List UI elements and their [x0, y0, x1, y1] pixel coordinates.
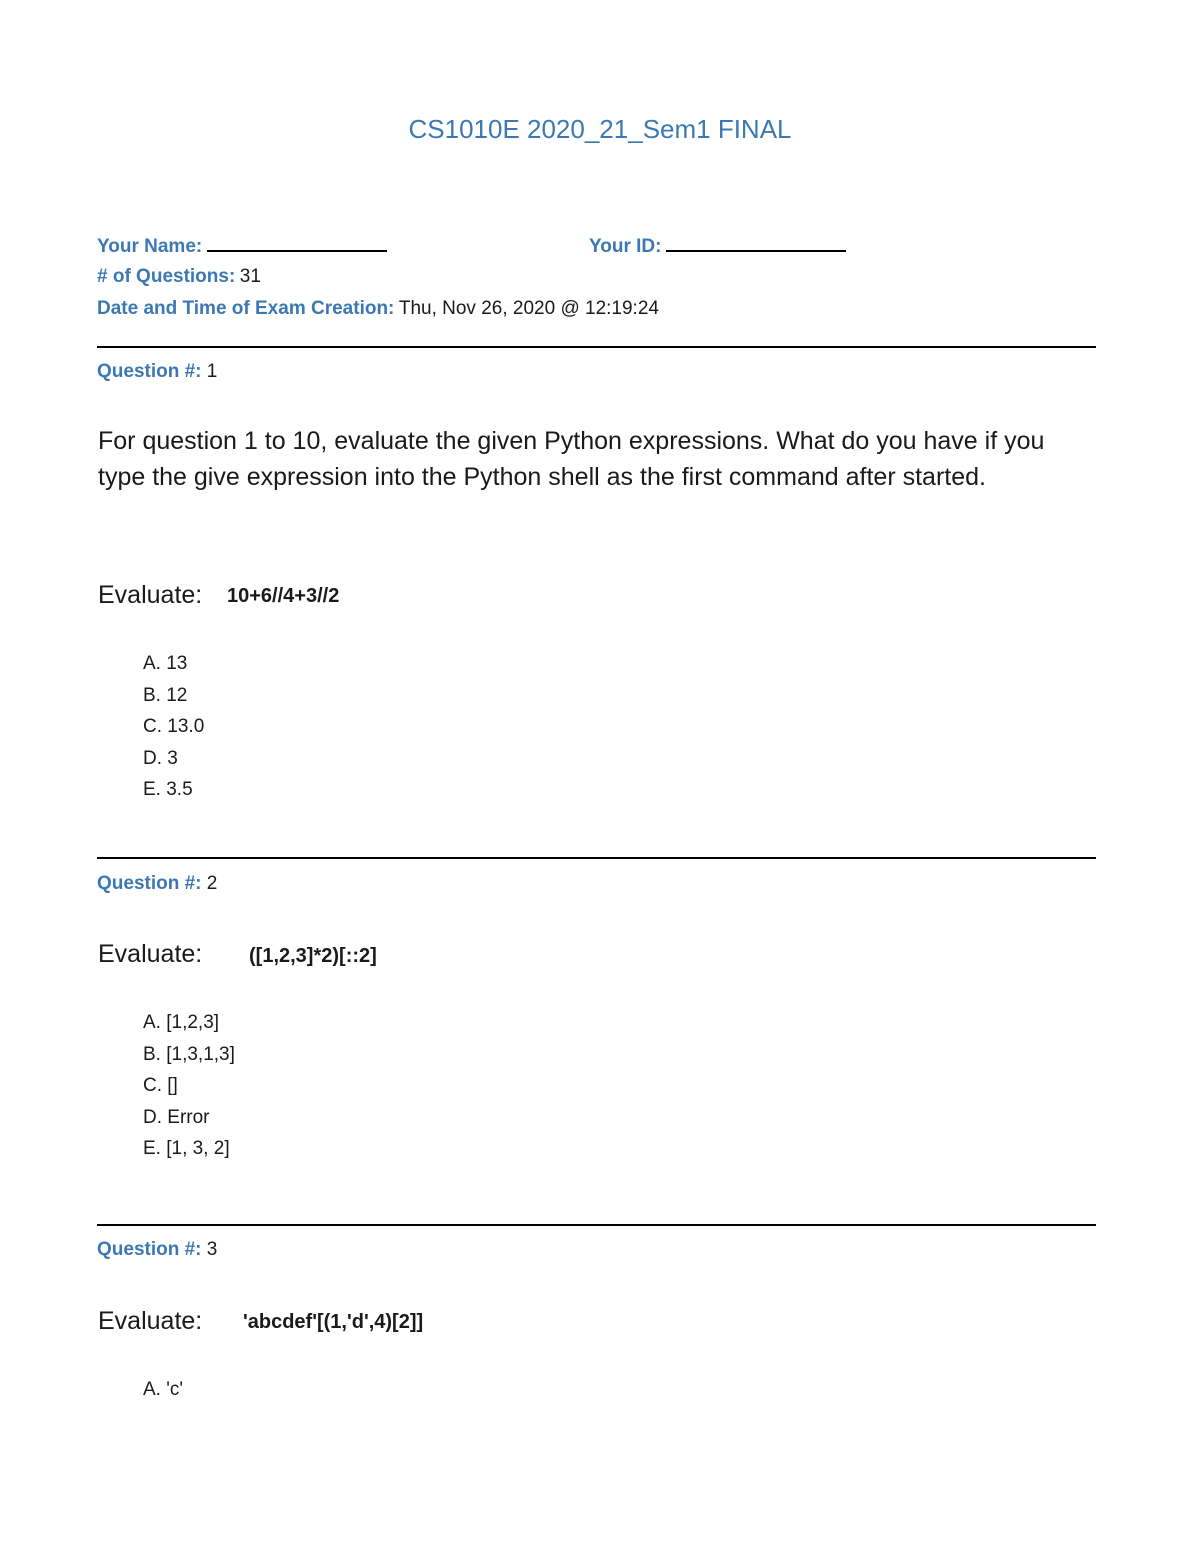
questions-count-value: 31 — [239, 266, 261, 287]
answer-choices — [143, 1374, 183, 1406]
question-label: Question #: — [97, 361, 202, 382]
choice-b[interactable]: B. [1,3,1,3] — [143, 1043, 235, 1065]
id-blank[interactable] — [666, 234, 846, 252]
choice-c[interactable]: C. 13.0 — [143, 716, 205, 737]
evaluate-label: Evaluate: — [98, 1307, 203, 1335]
answer-choices — [143, 648, 204, 806]
divider — [97, 1224, 1096, 1226]
question-number-value: 3 — [206, 1239, 218, 1260]
creation-date-value: Thu, Nov 26, 2020 @ 12:19:24 — [398, 298, 659, 319]
question-number-value: 1 — [206, 361, 218, 382]
questions-count — [97, 266, 261, 288]
question-label: Question #: — [97, 1239, 202, 1260]
answer-choices — [143, 1007, 235, 1165]
creation-date-label: Date and Time of Exam Creation: — [97, 298, 395, 319]
question-number — [97, 361, 217, 383]
choice-d[interactable]: D. 3 — [143, 747, 178, 769]
question-number — [97, 1239, 217, 1261]
choice-d[interactable]: D. Error — [143, 1106, 210, 1128]
choice-a[interactable]: A. [1,2,3] — [143, 1012, 220, 1033]
expression: ([1,2,3]*2)[::2] — [249, 945, 377, 967]
id-field — [589, 234, 846, 258]
question-label: Question #: — [97, 873, 202, 894]
creation-date — [97, 298, 659, 320]
choice-a[interactable]: A. 13 — [143, 653, 188, 674]
id-label: Your ID: — [589, 236, 662, 257]
choice-e[interactable]: E. 3.5 — [143, 779, 193, 800]
expression: 10+6//4+3//2 — [227, 585, 340, 607]
expression: 'abcdef'[(1,'d',4)[2]] — [243, 1311, 424, 1333]
name-label: Your Name: — [97, 236, 203, 257]
evaluate-label: Evaluate: — [98, 581, 203, 609]
choice-c[interactable]: C. [] — [143, 1075, 178, 1096]
choice-b[interactable]: B. 12 — [143, 684, 188, 706]
choice-e[interactable]: E. [1, 3, 2] — [143, 1138, 230, 1159]
evaluate-label: Evaluate: — [98, 940, 203, 968]
questions-count-label: # of Questions: — [97, 266, 236, 287]
divider — [97, 346, 1096, 348]
question-number — [97, 873, 217, 895]
question-number-value: 2 — [206, 873, 218, 894]
name-blank[interactable] — [207, 234, 387, 252]
choice-a[interactable]: A. 'c' — [143, 1379, 183, 1400]
name-field — [97, 234, 387, 258]
exam-title: CS1010E 2020_21_Sem1 FINAL — [408, 114, 792, 144]
divider — [97, 857, 1096, 859]
question-instructions: For question 1 to 10, evaluate the given Python expressions. What do you have if you type the give expression into the Python shell as the first command after started. — [98, 427, 1045, 491]
